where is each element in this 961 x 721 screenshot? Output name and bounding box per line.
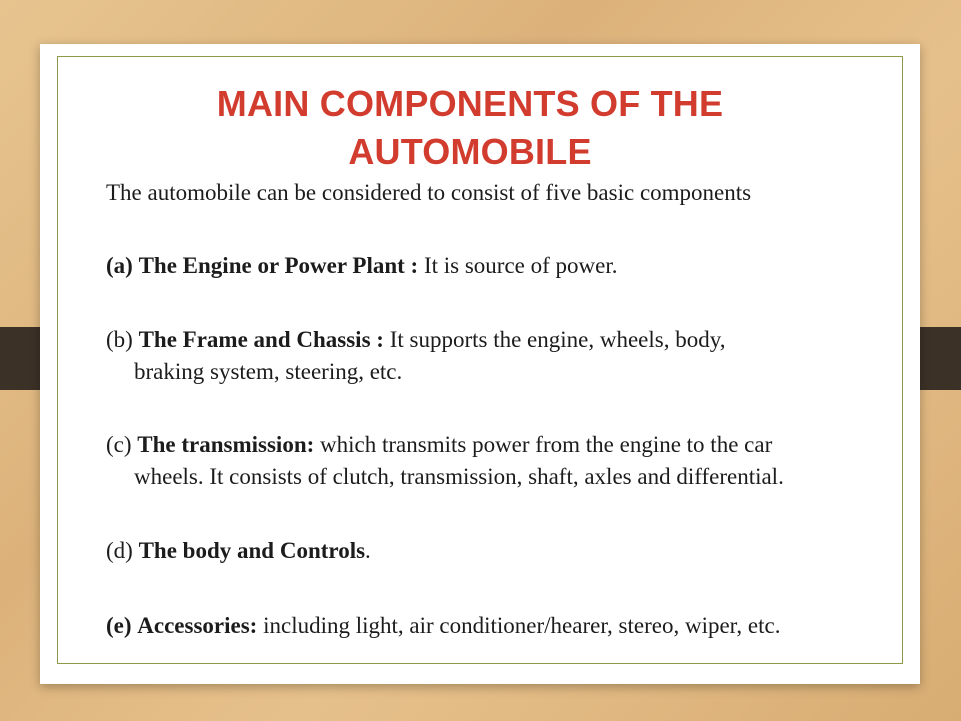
item-b-prefix: (b) bbox=[106, 327, 133, 352]
item-a-heading: The Engine or Power Plant : bbox=[138, 253, 419, 278]
item-c-text: which transmits power from the engine to the car bbox=[314, 432, 773, 457]
item-e-heading: Accessories: bbox=[137, 613, 258, 638]
title-line-1: MAIN COMPONENTS OF THE bbox=[216, 83, 724, 124]
item-b-heading: The Frame and Chassis : bbox=[138, 327, 384, 352]
intro-text: The automobile can be considered to consist of five basic components bbox=[106, 180, 752, 205]
item-d-text: . bbox=[365, 538, 371, 563]
item-c-prefix: (c) bbox=[106, 432, 132, 457]
item-a-prefix: (a) bbox=[106, 253, 133, 278]
item-b-continuation: braking system, steering, etc. bbox=[134, 359, 403, 384]
item-b-text: It supports the engine, wheels, body, bbox=[383, 327, 726, 352]
title-line-2: AUTOMOBILE bbox=[348, 131, 592, 172]
item-b bbox=[106, 325, 725, 355]
slide-title bbox=[150, 80, 790, 176]
item-a bbox=[106, 251, 618, 281]
item-a-text: It is source of power. bbox=[418, 253, 618, 278]
item-c-heading: The transmission: bbox=[137, 432, 315, 457]
item-e-prefix: (e) bbox=[106, 613, 132, 638]
item-e bbox=[106, 611, 780, 641]
item-c-continuation: wheels. It consists of clutch, transmission, shaft, axles and differential. bbox=[134, 464, 784, 489]
item-c bbox=[106, 430, 772, 460]
item-d-prefix: (d) bbox=[106, 538, 133, 563]
item-d-heading: The body and Controls bbox=[138, 538, 366, 563]
item-d bbox=[106, 536, 371, 566]
item-e-text: including light, air conditioner/hearer, stereo, wiper, etc. bbox=[257, 613, 781, 638]
